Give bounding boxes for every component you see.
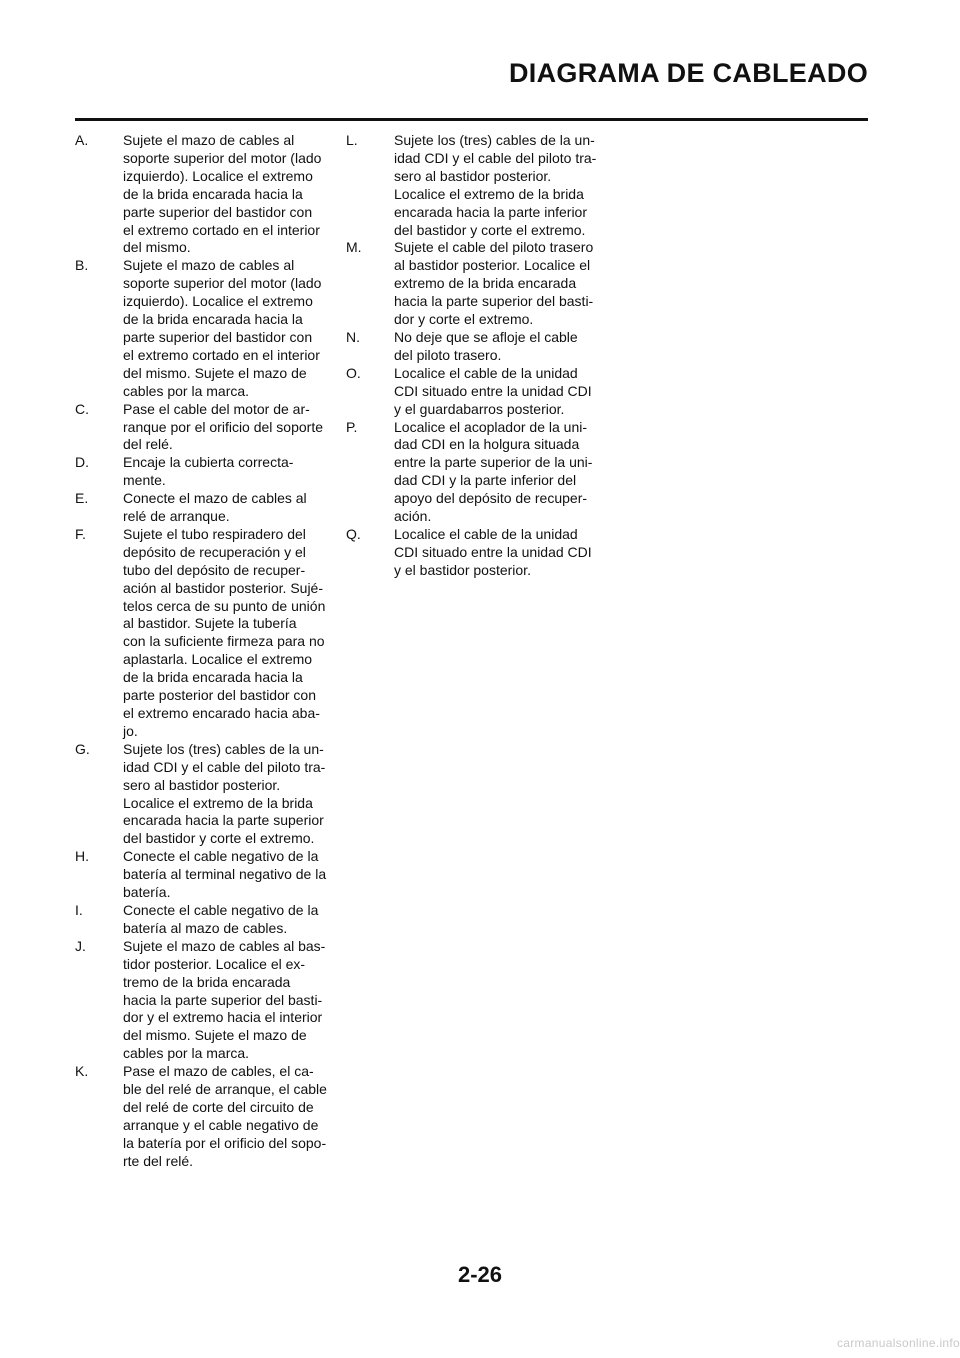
item-label: J.: [75, 937, 86, 954]
item-label: P.: [346, 418, 358, 435]
item-label: L.: [346, 132, 358, 148]
item-text: Sujete los (tres) cables de la un- idad CDI y el cable del piloto tra- sero al bastidor posterior. Localice el extremo de la brida encarada hacia la parte inferior del bastidor y corte el extremo.: [394, 132, 597, 238]
list-item: [346, 419, 621, 526]
list-item: [75, 902, 340, 938]
item-text: Localice el acoplador de la uni- dad CDI en la holgura situada entre la parte superior de la uni- dad CDI y la parte inferior del apoyo del depósito de recuper- ación.: [394, 418, 593, 525]
item-label: K.: [75, 1063, 89, 1080]
item-label: E.: [75, 490, 89, 507]
item-label: N.: [346, 328, 360, 345]
item-text: Conecte el cable negativo de la batería al mazo de cables.: [123, 901, 319, 936]
item-text: Sujete el mazo de cables al soporte superior del motor (lado izquierdo). Localice el extremo de la brida encarada hacia la parte superior del bastidor con el extremo cortado en el interior del mismo.: [123, 132, 322, 256]
item-label: M.: [346, 239, 362, 256]
item-label: I.: [75, 901, 83, 918]
item-label: O.: [346, 364, 361, 381]
list-item: [75, 401, 340, 455]
right-column: [346, 132, 621, 580]
list-item: [75, 132, 340, 257]
left-column: [75, 132, 340, 1171]
item-text: Localice el cable de la unidad CDI situado entre la unidad CDI y el guardabarros posterior.: [394, 364, 592, 417]
list-item: [75, 257, 340, 400]
list-item: [75, 741, 340, 848]
list-item: [75, 526, 340, 741]
item-label: D.: [75, 454, 89, 471]
list-item: [75, 938, 340, 1063]
item-label: G.: [75, 740, 90, 757]
item-text: Sujete el mazo de cables al soporte superior del motor (lado izquierdo). Localice el extremo de la brida encarada hacia la parte superior del bastidor con el extremo cortado en el interior del mismo. Sujete el mazo de cables por la marca.: [123, 257, 322, 399]
item-text: Pase el mazo de cables, el ca- ble del relé de arranque, el cable del relé de corte del circuito de arranque y el cable negativo de la batería por el orificio del sopo- rte del relé.: [123, 1063, 327, 1169]
item-text: Sujete los (tres) cables de la un- idad CDI y el cable del piloto tra- sero al bastidor posterior. Localice el extremo de la brida encarada hacia la parte superior del bastidor y corte el extremo.: [123, 740, 326, 847]
item-text: Sujete el mazo de cables al bas- tidor posterior. Localice el ex- tremo de la brida encarada hacia la parte superior del basti- dor y el extremo hacia el interior del mismo. Sujete el mazo de cables por la marca.: [123, 937, 326, 1062]
footer-watermark: carmanualsonline.info: [836, 1336, 960, 1350]
list-item: [346, 132, 621, 239]
item-text: Localice el cable de la unidad CDI situado entre la unidad CDI y el bastidor posterior.: [394, 525, 592, 578]
item-text: Pase el cable del motor de ar- ranque por el orificio del soporte del relé.: [123, 400, 324, 453]
list-item: [346, 329, 621, 365]
item-label: H.: [75, 848, 89, 865]
item-label: C.: [75, 400, 89, 417]
list-item: [75, 848, 340, 902]
list-item: [346, 239, 621, 329]
item-text: No deje que se afloje el cable del piloto trasero.: [394, 328, 578, 363]
item-label: A.: [75, 132, 89, 148]
item-label: Q.: [346, 525, 361, 542]
list-item: [346, 365, 621, 419]
page-number: 2-26: [457, 1262, 503, 1287]
item-text: Sujete el tubo respiradero del depósito de recuperación y el tubo del depósito de recuper- ación al bastidor posterior. Sujé- telos cerca de su punto de unión al bastidor. Sujete la tubería con la suficiente firmeza para no aplastarla. Localice el extremo de la brida encarada hacia la parte posterior del bastidor con el extremo encarado hacia aba- jo.: [123, 525, 326, 739]
list-item: [75, 1063, 340, 1170]
item-text: Sujete el cable del piloto trasero al bastidor posterior. Localice el extremo de la brida encarada hacia la parte superior del basti- dor y corte el extremo.: [394, 239, 594, 328]
item-text: Encaje la cubierta correcta- mente.: [123, 454, 294, 489]
header-rule: [75, 118, 868, 121]
item-text: Conecte el cable negativo de la batería al terminal negativo de la batería.: [123, 848, 327, 901]
list-item: [346, 526, 621, 580]
page-title: DIAGRAMA DE CABLEADO: [509, 58, 868, 88]
item-label: B.: [75, 257, 89, 274]
item-label: F.: [75, 525, 86, 542]
list-item: [75, 454, 340, 490]
list-item: [75, 490, 340, 526]
item-text: Conecte el mazo de cables al relé de arranque.: [123, 490, 307, 525]
